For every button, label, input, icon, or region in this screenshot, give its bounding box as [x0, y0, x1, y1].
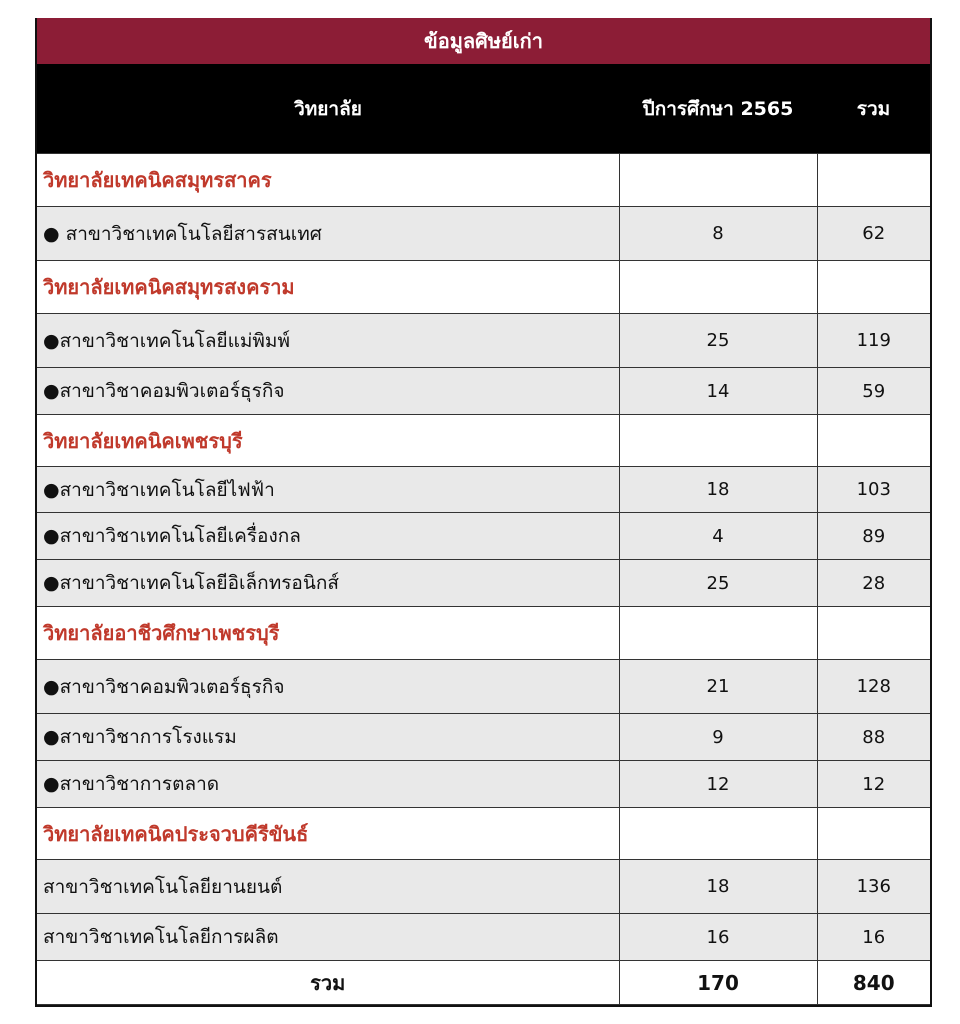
major-name: ●สาขาวิชาเทคโนโลยีไฟฟ้า	[37, 467, 619, 513]
major-row	[37, 207, 930, 261]
total-value: 59	[817, 368, 930, 415]
major-name: ●สาขาวิชาการตลาด	[37, 761, 619, 808]
major-row	[37, 714, 930, 761]
year-value: 18	[619, 467, 817, 513]
major-name: สาขาวิชาเทคโนโลยียานยนต์	[37, 860, 619, 914]
alumni-table	[37, 64, 930, 1005]
college-name: วิทยาลัยอาชีวศึกษาเพชรบุรี	[37, 607, 619, 660]
year-value: 25	[619, 560, 817, 607]
total-value: 12	[817, 761, 930, 808]
college-row	[37, 607, 930, 660]
major-name: ●สาขาวิชาการโรงแรม	[37, 714, 619, 761]
college-row	[37, 154, 930, 207]
major-row	[37, 761, 930, 808]
college-name: วิทยาลัยเทคนิคสมุทรสงคราม	[37, 261, 619, 314]
total-value: 28	[817, 560, 930, 607]
college-name: วิทยาลัยเทคนิคประจวบคีรีขันธ์	[37, 808, 619, 860]
major-row	[37, 314, 930, 368]
major-row	[37, 467, 930, 513]
major-name: ●สาขาวิชาเทคโนโลยีแม่พิมพ์	[37, 314, 619, 368]
header-college: วิทยาลัย	[37, 64, 619, 154]
total-label: รวม	[37, 961, 619, 1005]
major-row	[37, 914, 930, 961]
total-value: 128	[817, 660, 930, 714]
total-value: 136	[817, 860, 930, 914]
major-row	[37, 860, 930, 914]
total-value	[817, 808, 930, 860]
header-row	[37, 64, 930, 154]
college-row	[37, 808, 930, 860]
year-value: 21	[619, 660, 817, 714]
major-name: ●สาขาวิชาคอมพิวเตอร์ธุรกิจ	[37, 660, 619, 714]
major-row	[37, 513, 930, 560]
total-value	[817, 261, 930, 314]
total-value	[817, 415, 930, 467]
year-value: 25	[619, 314, 817, 368]
major-row	[37, 660, 930, 714]
major-name: ●สาขาวิชาเทคโนโลยีเครื่องกล	[37, 513, 619, 560]
total-value: 89	[817, 513, 930, 560]
major-row	[37, 368, 930, 415]
year-value: 14	[619, 368, 817, 415]
total-value: 62	[817, 207, 930, 261]
college-row	[37, 415, 930, 467]
total-year-value: 170	[619, 961, 817, 1005]
grand-total-value: 840	[817, 961, 930, 1005]
major-name: ●สาขาวิชาเทคโนโลยีอิเล็กทรอนิกส์	[37, 560, 619, 607]
college-name: วิทยาลัยเทคนิคสมุทรสาคร	[37, 154, 619, 207]
total-value	[817, 154, 930, 207]
year-value	[619, 154, 817, 207]
major-name: ● สาขาวิชาเทคโนโลยีสารสนเทศ	[37, 207, 619, 261]
header-year: ปีการศึกษา 2565	[619, 64, 817, 154]
year-value: 8	[619, 207, 817, 261]
total-value: 16	[817, 914, 930, 961]
major-name: ●สาขาวิชาคอมพิวเตอร์ธุรกิจ	[37, 368, 619, 415]
year-value	[619, 808, 817, 860]
year-value	[619, 607, 817, 660]
year-value	[619, 415, 817, 467]
year-value: 16	[619, 914, 817, 961]
year-value: 9	[619, 714, 817, 761]
total-value: 119	[817, 314, 930, 368]
year-value	[619, 261, 817, 314]
major-row	[37, 560, 930, 607]
major-name: สาขาวิชาเทคโนโลยีการผลิต	[37, 914, 619, 961]
year-value: 4	[619, 513, 817, 560]
college-name: วิทยาลัยเทคนิคเพชรบุรี	[37, 415, 619, 467]
total-row	[37, 961, 930, 1005]
table-title: ข้อมูลศิษย์เก่า	[37, 18, 930, 64]
college-row	[37, 261, 930, 314]
total-value: 88	[817, 714, 930, 761]
total-value	[817, 607, 930, 660]
total-value: 103	[817, 467, 930, 513]
year-value: 12	[619, 761, 817, 808]
header-total: รวม	[817, 64, 930, 154]
alumni-table-frame	[35, 18, 932, 1007]
year-value: 18	[619, 860, 817, 914]
